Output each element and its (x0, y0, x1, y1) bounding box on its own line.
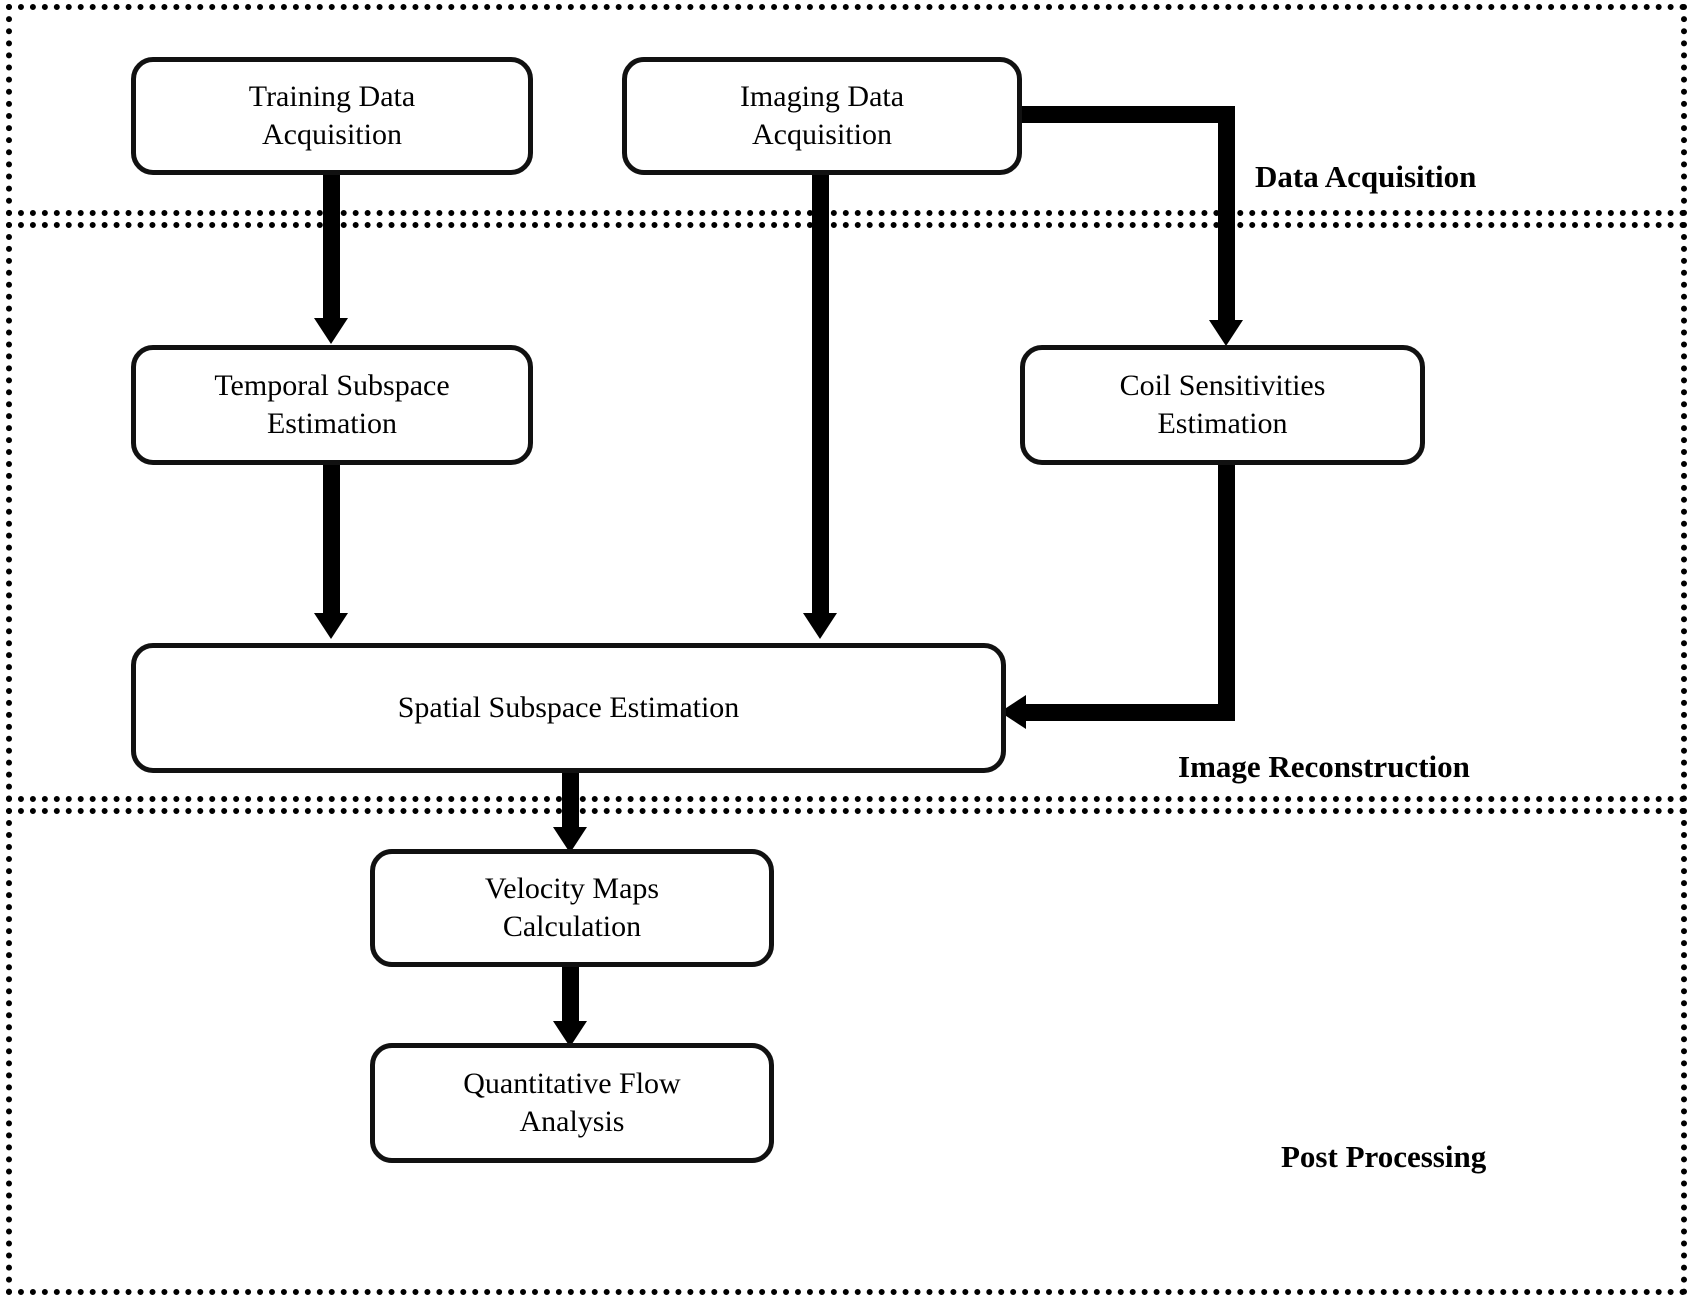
edge-imaging-to-coil-hline (1020, 106, 1235, 123)
edge-temporal-to-spatial-arrowhead (314, 613, 348, 639)
node-temporal-subspace-estimation-line1: Temporal Subspace (214, 368, 450, 402)
node-temporal-subspace-estimation-line2: Estimation (266, 407, 397, 440)
node-imaging-data-acquisition-line2: Acquisition (751, 118, 892, 151)
node-temporal-subspace-estimation[interactable] (131, 345, 533, 465)
node-imaging-data-acquisition[interactable] (622, 57, 1022, 175)
node-quantitative-flow-analysis-line2: Analysis (519, 1105, 625, 1138)
node-velocity-maps-calculation[interactable] (370, 849, 774, 967)
edge-imaging-to-coil-arrowhead (1209, 320, 1243, 346)
node-velocity-maps-calculation-line2: Calculation (502, 910, 642, 943)
section-post-processing (6, 808, 1687, 1295)
edge-training-to-temporal-line (323, 172, 340, 324)
edge-coil-to-spatial-vline (1218, 462, 1235, 721)
node-coil-sensitivities-estimation-line1: Coil Sensitivities (1119, 368, 1326, 402)
edge-coil-to-spatial-hline (1025, 704, 1235, 721)
node-spatial-subspace-estimation[interactable] (131, 643, 1006, 773)
node-coil-sensitivities-estimation-line2: Estimation (1157, 407, 1288, 440)
node-training-data-acquisition[interactable] (131, 57, 533, 175)
node-velocity-maps-calculation-line1: Velocity Maps (484, 871, 660, 905)
section-label-image-reconstruction: Image Reconstruction (1178, 749, 1470, 784)
edge-imaging-to-coil-vline (1218, 106, 1235, 326)
node-training-data-acquisition-line2: Acquisition (261, 118, 402, 151)
node-imaging-data-acquisition-line1: Imaging Data (739, 79, 905, 113)
section-label-post-processing: Post Processing (1281, 1139, 1487, 1174)
node-quantitative-flow-analysis-line1: Quantitative Flow (463, 1066, 681, 1100)
node-spatial-subspace-estimation-line1: Spatial Subspace Estimation (397, 690, 740, 724)
node-quantitative-flow-analysis[interactable] (370, 1043, 774, 1163)
section-label-data-acquisition: Data Acquisition (1255, 159, 1477, 194)
edge-training-to-temporal-arrowhead (314, 318, 348, 344)
edge-temporal-to-spatial-line (323, 462, 340, 619)
edge-imaging-to-spatial-line (812, 172, 829, 619)
node-coil-sensitivities-estimation[interactable] (1020, 345, 1425, 465)
node-training-data-acquisition-line1: Training Data (248, 79, 416, 113)
edge-imaging-to-spatial-arrowhead (803, 613, 837, 639)
